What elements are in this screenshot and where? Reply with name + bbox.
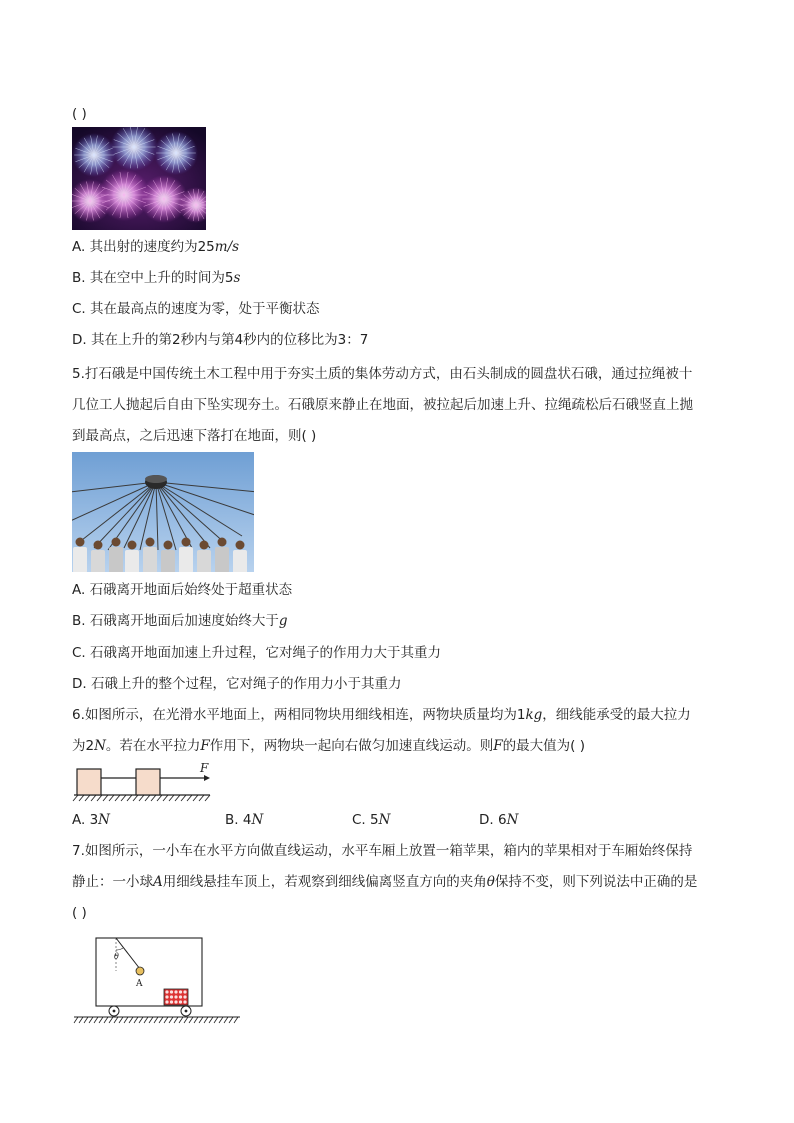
q6-option-c: C. 5N bbox=[352, 812, 391, 828]
q7-stem-line-1: 7.如图所示，一小车在水平方向做直线运动，水平车厢上放置一箱苹果，箱内的苹果相对于车厢始终保持 bbox=[72, 843, 693, 859]
q5-stem-line-1: 5.打石硪是中国传统土木工程中用于夯实土质的集体劳动方式，由石头制成的圆盘状石硪，通过拉绳被十 bbox=[72, 366, 693, 382]
q5-option-d: D. 石硪上升的整个过程，它对绳子的作用力小于其重力 bbox=[72, 676, 402, 692]
q5-option-c: C. 石硪离开地面加速上升过程，它对绳子的作用力大于其重力 bbox=[72, 645, 442, 661]
q5-stem-line-3: 到最高点，之后迅速下落打在地面，则( ) bbox=[72, 428, 317, 444]
cart-pendulum-diagram bbox=[72, 935, 244, 1025]
q6-option-d: D. 6N bbox=[479, 812, 519, 828]
theta-label: θ bbox=[114, 952, 119, 961]
pendulum-ball bbox=[136, 967, 144, 975]
fireworks-image bbox=[72, 127, 206, 230]
q6-option-a: A. 3N bbox=[72, 812, 110, 828]
q6-stem-line-2: 为2N。若在水平拉力F作用下，两物块一起向右做匀加速直线运动。则F的最大值为( ) bbox=[72, 738, 585, 754]
block-right bbox=[136, 769, 160, 795]
two-blocks-diagram bbox=[72, 760, 214, 802]
q7-stem-line-3: ( ) bbox=[72, 905, 87, 921]
q6-option-b: B. 4N bbox=[225, 812, 264, 828]
q5-option-a: A. 石硪离开地面后始终处于超重状态 bbox=[72, 582, 293, 598]
q6-stem-line-1: 6.如图所示，在光滑水平地面上，两相同物块用细线相连，两物块质量均为1kg，细线能承受的最大拉力 bbox=[72, 707, 691, 723]
q5-stem-line-2: 几位工人抛起后自由下坠实现夯土。石硪原来静止在地面，被拉起后加速上升、拉绳疏松后石硪竖直上抛 bbox=[72, 397, 693, 413]
q4-option-c: C. 其在最高点的速度为零，处于平衡状态 bbox=[72, 301, 320, 317]
q4-option-d: D. 其在上升的第2秒内与第4秒内的位移比为3：7 bbox=[72, 332, 369, 348]
q4-option-a: A. 其出射的速度约为25m/s bbox=[72, 239, 240, 255]
ball-label: A bbox=[136, 979, 143, 989]
block-left bbox=[77, 769, 101, 795]
force-label: F bbox=[200, 761, 209, 775]
stone-rammer-photo bbox=[72, 452, 254, 572]
q7-stem-line-2: 静止：一小球A用细线悬挂车顶上，若观察到细线偏离竖直方向的夹角θ保持不变，则下列说法中正确的是 bbox=[72, 874, 698, 890]
q5-option-b: B. 石硪离开地面后加速度始终大于g bbox=[72, 613, 288, 629]
q4-stem-tail: ( ) bbox=[72, 106, 87, 122]
q4-option-b: B. 其在空中上升的时间为5s bbox=[72, 270, 241, 286]
